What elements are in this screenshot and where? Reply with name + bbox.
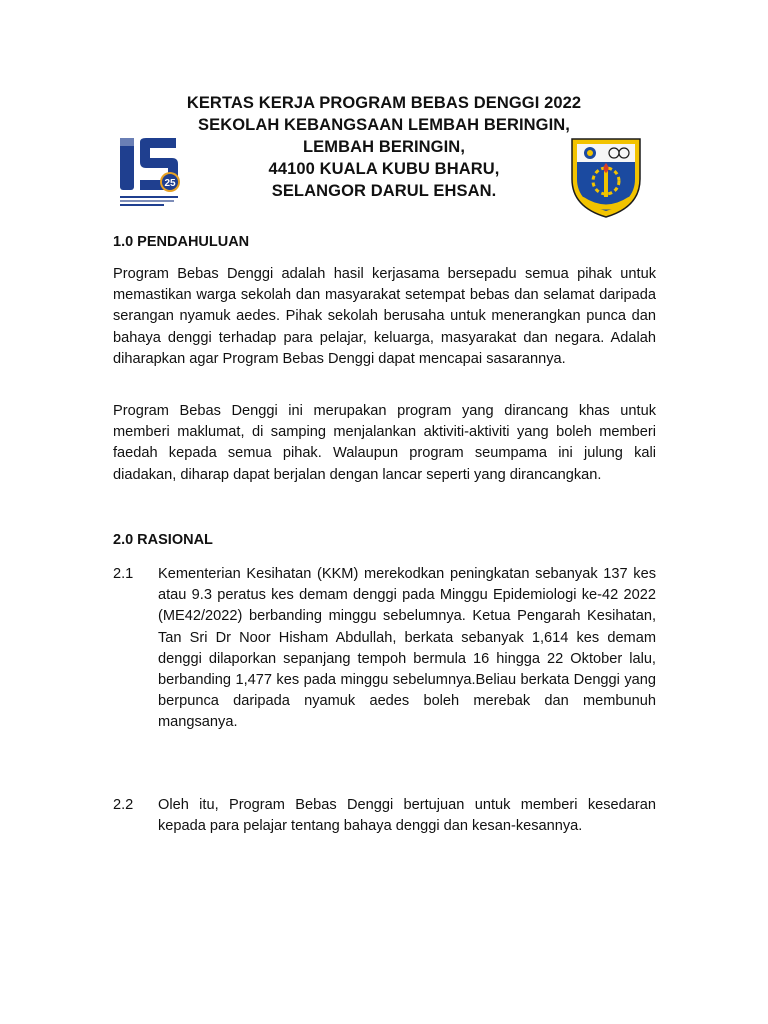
title-line-1: KERTAS KERJA PROGRAM BEBAS DENGGI 2022 bbox=[186, 94, 582, 112]
section-1-paragraph-2: Program Bebas Denggi ini merupakan program yang dirancang khas untuk memberi maklumat, di samping menjalankan aktiviti-aktiviti yang boleh memberi faedah kepada semua pihak. Walaupun program seumpama ini julung kali diadakan, diharap dapat berjalan dengan lancar seperti yang dirancangkan. bbox=[113, 403, 656, 483]
school-crest-logo-icon bbox=[568, 135, 644, 219]
document-title-block bbox=[160, 92, 608, 202]
section-1-heading: 1.0 PENDAHULUAN bbox=[113, 234, 250, 250]
item-2-1-number: 2.1 bbox=[113, 566, 134, 582]
title-line-4: 44100 KUALA KUBU BHARU, bbox=[268, 160, 500, 178]
item-2-1-text: Kementerian Kesihatan (KKM) merekodkan peningkatan sebanyak 137 kes atau 9.3 peratus kes demam denggi pada Minggu Epidemiologi ke-42 2022 (ME42/2022) berbanding minggu sebelumnya. Ketua Pengarah Kesihatan, Tan Sri Dr Noor Hisham Abdullah, berkata sebanyak 1,614 kes demam denggi dilaporkan sepanjang tempoh bermula 16 hingga 22 Oktober lalu, berbanding 1,477 kes pada minggu sebelumnya.Beliau berkata Denggi yang berpunca daripada nyamuk aedes boleh merebak dan membunuh mangsanya. bbox=[158, 566, 656, 731]
title-line-3: LEMBAH BERINGIN, bbox=[302, 138, 465, 156]
title-line-2: SEKOLAH KEBANGSAAN LEMBAH BERINGIN, bbox=[197, 116, 570, 134]
title-line-5: SELANGOR DARUL EHSAN. bbox=[271, 182, 497, 200]
svg-text:25: 25 bbox=[164, 178, 176, 189]
section-2-heading: 2.0 RASIONAL bbox=[113, 532, 213, 548]
item-2-2-number: 2.2 bbox=[113, 797, 134, 813]
item-2-2-text: Oleh itu, Program Bebas Denggi bertujuan untuk memberi kesedaran kepada para pelajar tentang bahaya denggi dan kesan-kesannya. bbox=[158, 797, 656, 835]
section-1-paragraph-1: Program Bebas Denggi adalah hasil kerjasama bersepadu semua pihak untuk memastikan warga sekolah dan masyarakat setempat bebas dan selamat daripada serangan nyamuk aedes. Pihak sekolah berusaha untuk menerangkan punca dan bahaya denggi terhadap para pelajar, keluarga, masyarakat dan negara. Adalah diharapkan agar Program Bebas Denggi dapat mencapai sasarannya. bbox=[113, 266, 656, 367]
